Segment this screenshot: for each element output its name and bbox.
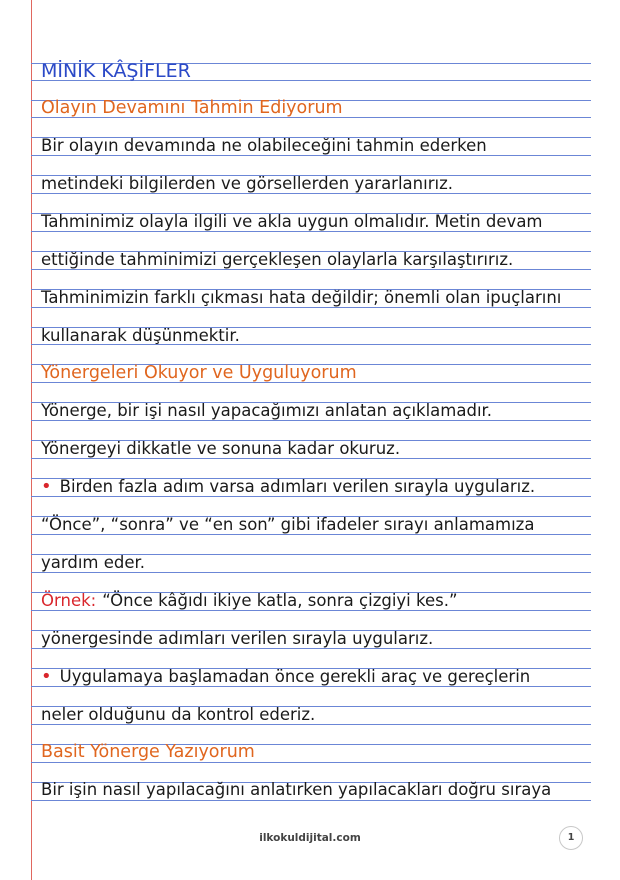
body-line: Bir işin nasıl yapılacağını anlatırken yapılacakları doğru sıraya [41, 780, 552, 799]
body-line: neler olduğunu da kontrol ederiz. [41, 705, 316, 724]
body-line: ettiğinde tahminimizi gerçekleşen olaylarla karşılaştırırız. [41, 250, 514, 269]
rule-line [31, 762, 591, 763]
body-line: metindeki bilgilerden ve görsellerden yararlanırız. [41, 174, 453, 193]
bullet-icon: • [41, 666, 52, 687]
body-line: yönergesinde adımları verilen sırayla uygularız. [41, 629, 434, 648]
body-line: Yönerge, bir işi nasıl yapacağımızı anlatan açıklamadır. [41, 401, 493, 420]
example-line [41, 591, 596, 611]
bullet-line [41, 667, 596, 687]
body-line: kullanarak düşünmektir. [41, 326, 240, 345]
body-line: yardım eder. [41, 553, 146, 572]
section-heading: Yönergeleri Okuyor ve Uyguluyorum [41, 363, 357, 383]
section-heading: Olayın Devamını Tahmin Ediyorum [41, 98, 343, 118]
bullet-text: Uygulamaya başlamadan önce gerekli araç ve gereçlerin [59, 667, 531, 686]
page-number: 1 [559, 826, 583, 850]
bullet-icon: • [41, 476, 52, 497]
bullet-line [41, 477, 596, 497]
body-line: Tahminimizin farklı çıkması hata değildir; önemli olan ipuçlarını [41, 288, 562, 307]
example-text: “Önce kâğıdı ikiye katla, sonra çizgiyi kes.” [102, 591, 458, 610]
body-line: “Önce”, “sonra” ve “en son” gibi ifadeler sırayı anlamamıza [41, 515, 535, 534]
page-title: MİNİK KÂŞİFLER [41, 60, 191, 82]
bullet-text: Birden fazla adım varsa adımları verilen sırayla uygularız. [59, 477, 536, 496]
body-line: Yönergeyi dikkatle ve sonuna kadar okuruz. [41, 439, 401, 458]
body-line: Bir olayın devamında ne olabileceğini tahmin ederken [41, 136, 487, 155]
body-line: Tahminimiz olayla ilgili ve akla uygun olmalıdır. Metin devam [41, 212, 543, 231]
example-label: Örnek: [41, 591, 97, 610]
rule-line [31, 800, 591, 801]
section-heading: Basit Yönerge Yazıyorum [41, 742, 255, 762]
footer-site: ilkokuldijital.com [259, 832, 361, 844]
